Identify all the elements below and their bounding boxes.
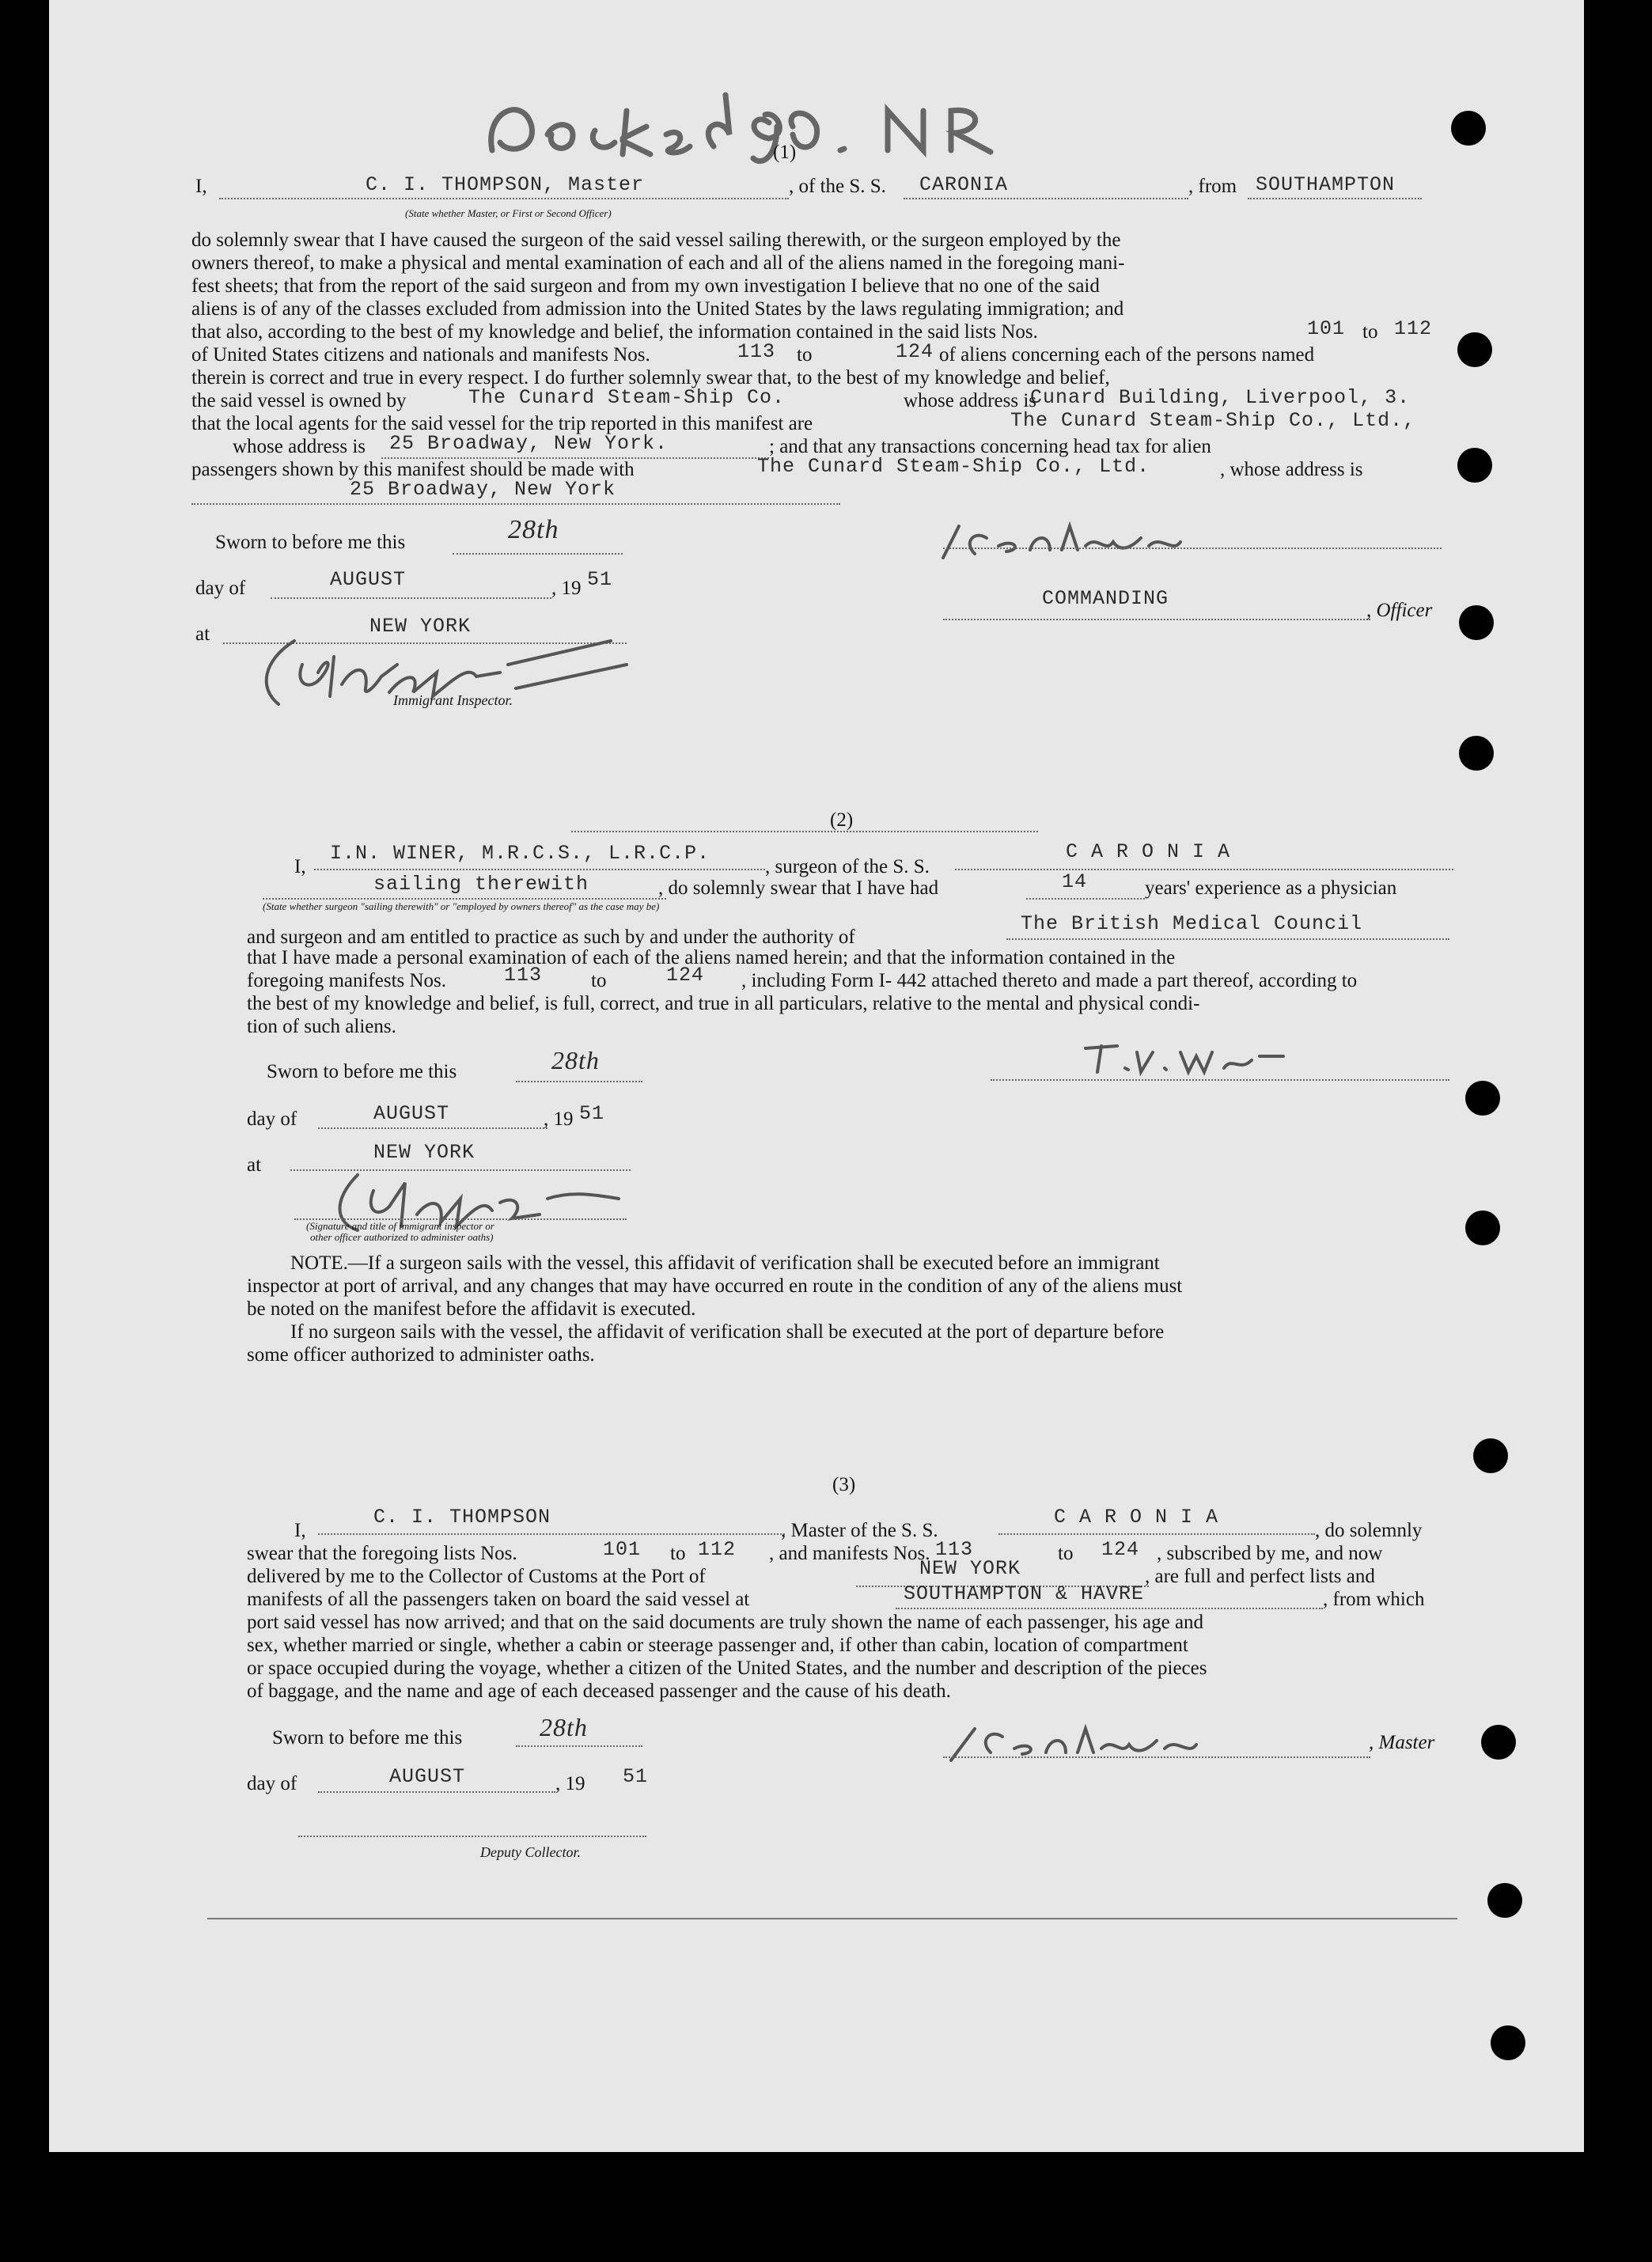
s3-master-name-field: C. I. THOMPSON <box>373 1506 551 1529</box>
year-prefix: , 19 <box>544 1108 574 1130</box>
s2-manifests-to-field: 124 <box>666 964 705 987</box>
binder-hole <box>1465 1211 1500 1245</box>
s3-ports-from-field: SOUTHAMPTON & HAVRE <box>904 1582 1145 1605</box>
owner-address-field: Cunard Building, Liverpool, 3. <box>1030 386 1411 409</box>
s2-month-field: AUGUST <box>373 1102 450 1125</box>
authority-field: The British Medical Council <box>1021 912 1363 935</box>
master-signature <box>888 510 1283 566</box>
binder-hole <box>1481 1725 1516 1760</box>
sworn-label: Sworn to before me this <box>272 1727 463 1749</box>
vessel-field: CARONIA <box>919 173 1009 196</box>
agent-address-label: whose address is <box>233 436 366 457</box>
whose-address-label: , whose address is <box>1220 459 1363 480</box>
master-of-label: , Master of the S. S. <box>781 1520 938 1541</box>
at-label: at <box>195 623 210 645</box>
sailing-field: sailing therewith <box>373 873 589 896</box>
surgeon-of-label: , surgeon of the S. S. <box>765 856 930 877</box>
s2-sworn-day-field: 28th <box>551 1046 600 1074</box>
note-line: inspector at port of arrival, and any changes that may have occurred en route in the condition of any of the aliens must <box>247 1275 1183 1297</box>
s3-port-field: NEW YORK <box>919 1557 1021 1580</box>
to-label: to <box>670 1543 686 1564</box>
to-label: to <box>1362 321 1378 343</box>
section3-line: sex, whether married or single, whether a cabin or steerage passenger and, if other than cabin, location of compartment <box>247 1635 1188 1656</box>
lists-to-field: 112 <box>1394 317 1433 340</box>
delivered-text: delivered by me to the Collector of Customs at the Port of <box>247 1566 706 1587</box>
authority-label: and surgeon and am entitled to practice as such by and under the authority of <box>247 926 855 948</box>
day-of-label: day of <box>247 1108 297 1130</box>
s2-year-field: 51 <box>579 1102 605 1125</box>
section1-line: owners thereof, to make a physical and mental examination of each and all of the aliens named in the foregoing mani- <box>191 252 1125 274</box>
head-tax-label: ; and that any transactions concerning head tax for alien <box>769 436 1211 457</box>
day-of-label: day of <box>247 1773 297 1794</box>
manifests-to-field: 124 <box>896 340 934 363</box>
section1-line: aliens is of any of the classes excluded from admission into the United States by the laws regulating immigration; and <box>191 298 1124 320</box>
section2-line: that I have made a personal examination of each of the aliens named herein; and that the information contained in the <box>247 947 1176 968</box>
passengers-label: passengers shown by this manifest should be made with <box>191 459 635 480</box>
note-line: If no surgeon sails with the vessel, the affidavit of verification shall be executed at the port of departure before <box>290 1321 1165 1343</box>
swear-label: , do solemnly swear that I have had <box>658 877 939 899</box>
binder-hole <box>1459 605 1494 640</box>
binder-hole <box>1491 2025 1525 2060</box>
do-solemnly-label: , do solemnly <box>1315 1520 1423 1541</box>
s3-month-field: AUGUST <box>389 1765 466 1788</box>
section1-number: (1) <box>773 142 797 163</box>
from-label: , from <box>1188 176 1237 197</box>
affidavit-page <box>49 0 1584 2152</box>
binder-hole <box>1459 736 1494 771</box>
section2-line: the best of my knowledge and belief, is full, correct, and true in all particulars, relative to the mental and physical condi- <box>247 993 1200 1014</box>
from-which-text: , from which <box>1323 1589 1425 1610</box>
master-state-note: (State whether Master, or First or Second Officer) <box>405 207 612 219</box>
day-of-label: day of <box>195 578 246 599</box>
s3-lists-to-field: 112 <box>698 1538 737 1561</box>
surgeon-signature <box>1070 1029 1323 1084</box>
month-field: AUGUST <box>330 568 407 591</box>
sworn-day-field: 28th <box>508 515 559 544</box>
section1-line: therein is correct and true in every respect. I do further solemnly swear that, to the best of my knowledge and belief, <box>191 367 1110 388</box>
master-name-field: C. I. THOMPSON, Master <box>366 173 645 196</box>
section3-line: port said vessel has now arrived; and that on the said documents are truly shown the name of each passenger, his age and <box>247 1612 1204 1633</box>
s3-year-field: 51 <box>623 1765 649 1788</box>
section2-number: (2) <box>830 809 854 831</box>
note-line: be noted on the manifest before the affidavit is executed. <box>247 1298 696 1320</box>
binder-hole <box>1457 332 1492 367</box>
master-label: , Master <box>1369 1732 1435 1753</box>
subscribed-text: , subscribed by me, and now <box>1157 1543 1383 1564</box>
note-line: some officer authorized to administer oaths. <box>247 1344 595 1366</box>
of-the-ss-label: , of the S. S. <box>789 176 886 197</box>
from-port-field: SOUTHAMPTON <box>1256 173 1396 196</box>
of-aliens-text: of aliens concerning each of the persons named <box>939 344 1315 366</box>
binder-hole <box>1487 1883 1522 1918</box>
s2-manifests-from-field: 113 <box>504 964 543 987</box>
form-text: , including Form I- 442 attached thereto and made a part thereof, according to <box>741 970 1358 991</box>
swear-lists-label: swear that the foregoing lists Nos. <box>247 1543 517 1564</box>
years-exp-label: years' experience as a physician <box>1145 877 1397 899</box>
sig-title-1: (Signature and title of immigrant inspector or <box>306 1220 494 1232</box>
section3-line: of baggage, and the name and age of each deceased passenger and the cause of his death. <box>247 1680 951 1702</box>
owned-by-label: the said vessel is owned by <box>191 390 407 411</box>
sworn-label: Sworn to before me this <box>267 1061 457 1082</box>
section3-line: or space occupied during the voyage, whether a citizen of the United States, and the number and description of the pieces <box>247 1658 1207 1679</box>
year-prefix: , 19 <box>551 578 582 599</box>
officer-label: , Officer <box>1366 600 1433 621</box>
binder-hole <box>1451 111 1486 146</box>
sig-title-2: other officer authorized to administer oaths) <box>310 1231 494 1243</box>
s2-at-place-field: NEW YORK <box>373 1141 476 1164</box>
year-field: 51 <box>587 568 613 591</box>
local-agents-field: The Cunard Steam-Ship Co., Ltd., <box>1010 409 1416 432</box>
section1-line: of United States citizens and nationals and manifests Nos. <box>191 344 650 366</box>
section3-number: (3) <box>832 1474 856 1495</box>
to-label: to <box>591 970 607 991</box>
immigrant-inspector-label: Immigrant Inspector. <box>393 692 513 708</box>
manifests-label: , and manifests Nos. <box>769 1543 930 1564</box>
sworn-label: Sworn to before me this <box>215 532 406 553</box>
to-label: to <box>1058 1543 1074 1564</box>
s3-vessel-field: C A R O N I A <box>1054 1506 1219 1529</box>
years-field: 14 <box>1062 870 1088 893</box>
section2-vessel-field: C A R O N I A <box>1066 840 1231 863</box>
binder-hole <box>1473 1438 1508 1473</box>
owner-field: The Cunard Steam-Ship Co. <box>468 386 786 409</box>
s3-manifests-from-field: 113 <box>935 1538 974 1561</box>
section1-i: I, <box>195 176 207 197</box>
section1-line: that also, according to the best of my knowledge and belief, the information contained in the said lists Nos. <box>191 321 1038 343</box>
note-line: NOTE.—If a surgeon sails with the vessel, this affidavit of verification shall be executed before an immigrant <box>290 1252 1160 1274</box>
binder-hole <box>1457 448 1492 483</box>
lists-from-field: 101 <box>1307 317 1346 340</box>
head-tax-address-field: 25 Broadway, New York <box>350 478 616 501</box>
section3-i: I, <box>294 1520 306 1541</box>
s3-sworn-day-field: 28th <box>540 1713 588 1741</box>
local-agents-label: that the local agents for the said vessel for the trip reported in this manifest are <box>191 413 813 434</box>
s3-manifests-to-field: 124 <box>1101 1538 1140 1561</box>
section2-line: foregoing manifests Nos. <box>247 970 447 991</box>
full-perfect-text: , are full and perfect lists and <box>1145 1566 1375 1587</box>
at-place-field: NEW YORK <box>369 615 472 638</box>
section1-line: do solemnly swear that I have caused the surgeon of the said vessel sailing therewith, or the surgeon employed by the <box>191 229 1121 251</box>
at-label: at <box>247 1154 262 1176</box>
surgeon-name-field: I.N. WINER, M.R.C.S., L.R.C.P. <box>330 842 710 865</box>
binder-hole <box>1465 1081 1500 1116</box>
manifests-from-field: 113 <box>737 340 776 363</box>
year-prefix: , 19 <box>555 1773 585 1794</box>
taken-on-text: manifests of all the passengers taken on board the said vessel at <box>247 1589 750 1610</box>
section2-i: I, <box>294 856 306 877</box>
section3-master-signature <box>904 1713 1283 1768</box>
to-label: to <box>797 344 813 366</box>
s3-lists-from-field: 101 <box>603 1538 642 1561</box>
surgeon-state-note: (State whether surgeon "sailing therewith" or "employed by owners thereof" as the case may be) <box>263 900 660 912</box>
section1-line: fest sheets; that from the report of the said surgeon and from my own investigation I believe that no one of the said <box>191 275 1100 297</box>
agent-address-field: 25 Broadway, New York. <box>389 432 669 455</box>
deputy-collector-label: Deputy Collector. <box>480 1844 581 1860</box>
whose-address-label: whose address is <box>904 390 1037 411</box>
rank-field: COMMANDING <box>1042 587 1169 610</box>
head-tax-agent-field: The Cunard Steam-Ship Co., Ltd. <box>757 455 1150 478</box>
section2-line: tion of such aliens. <box>247 1016 396 1037</box>
